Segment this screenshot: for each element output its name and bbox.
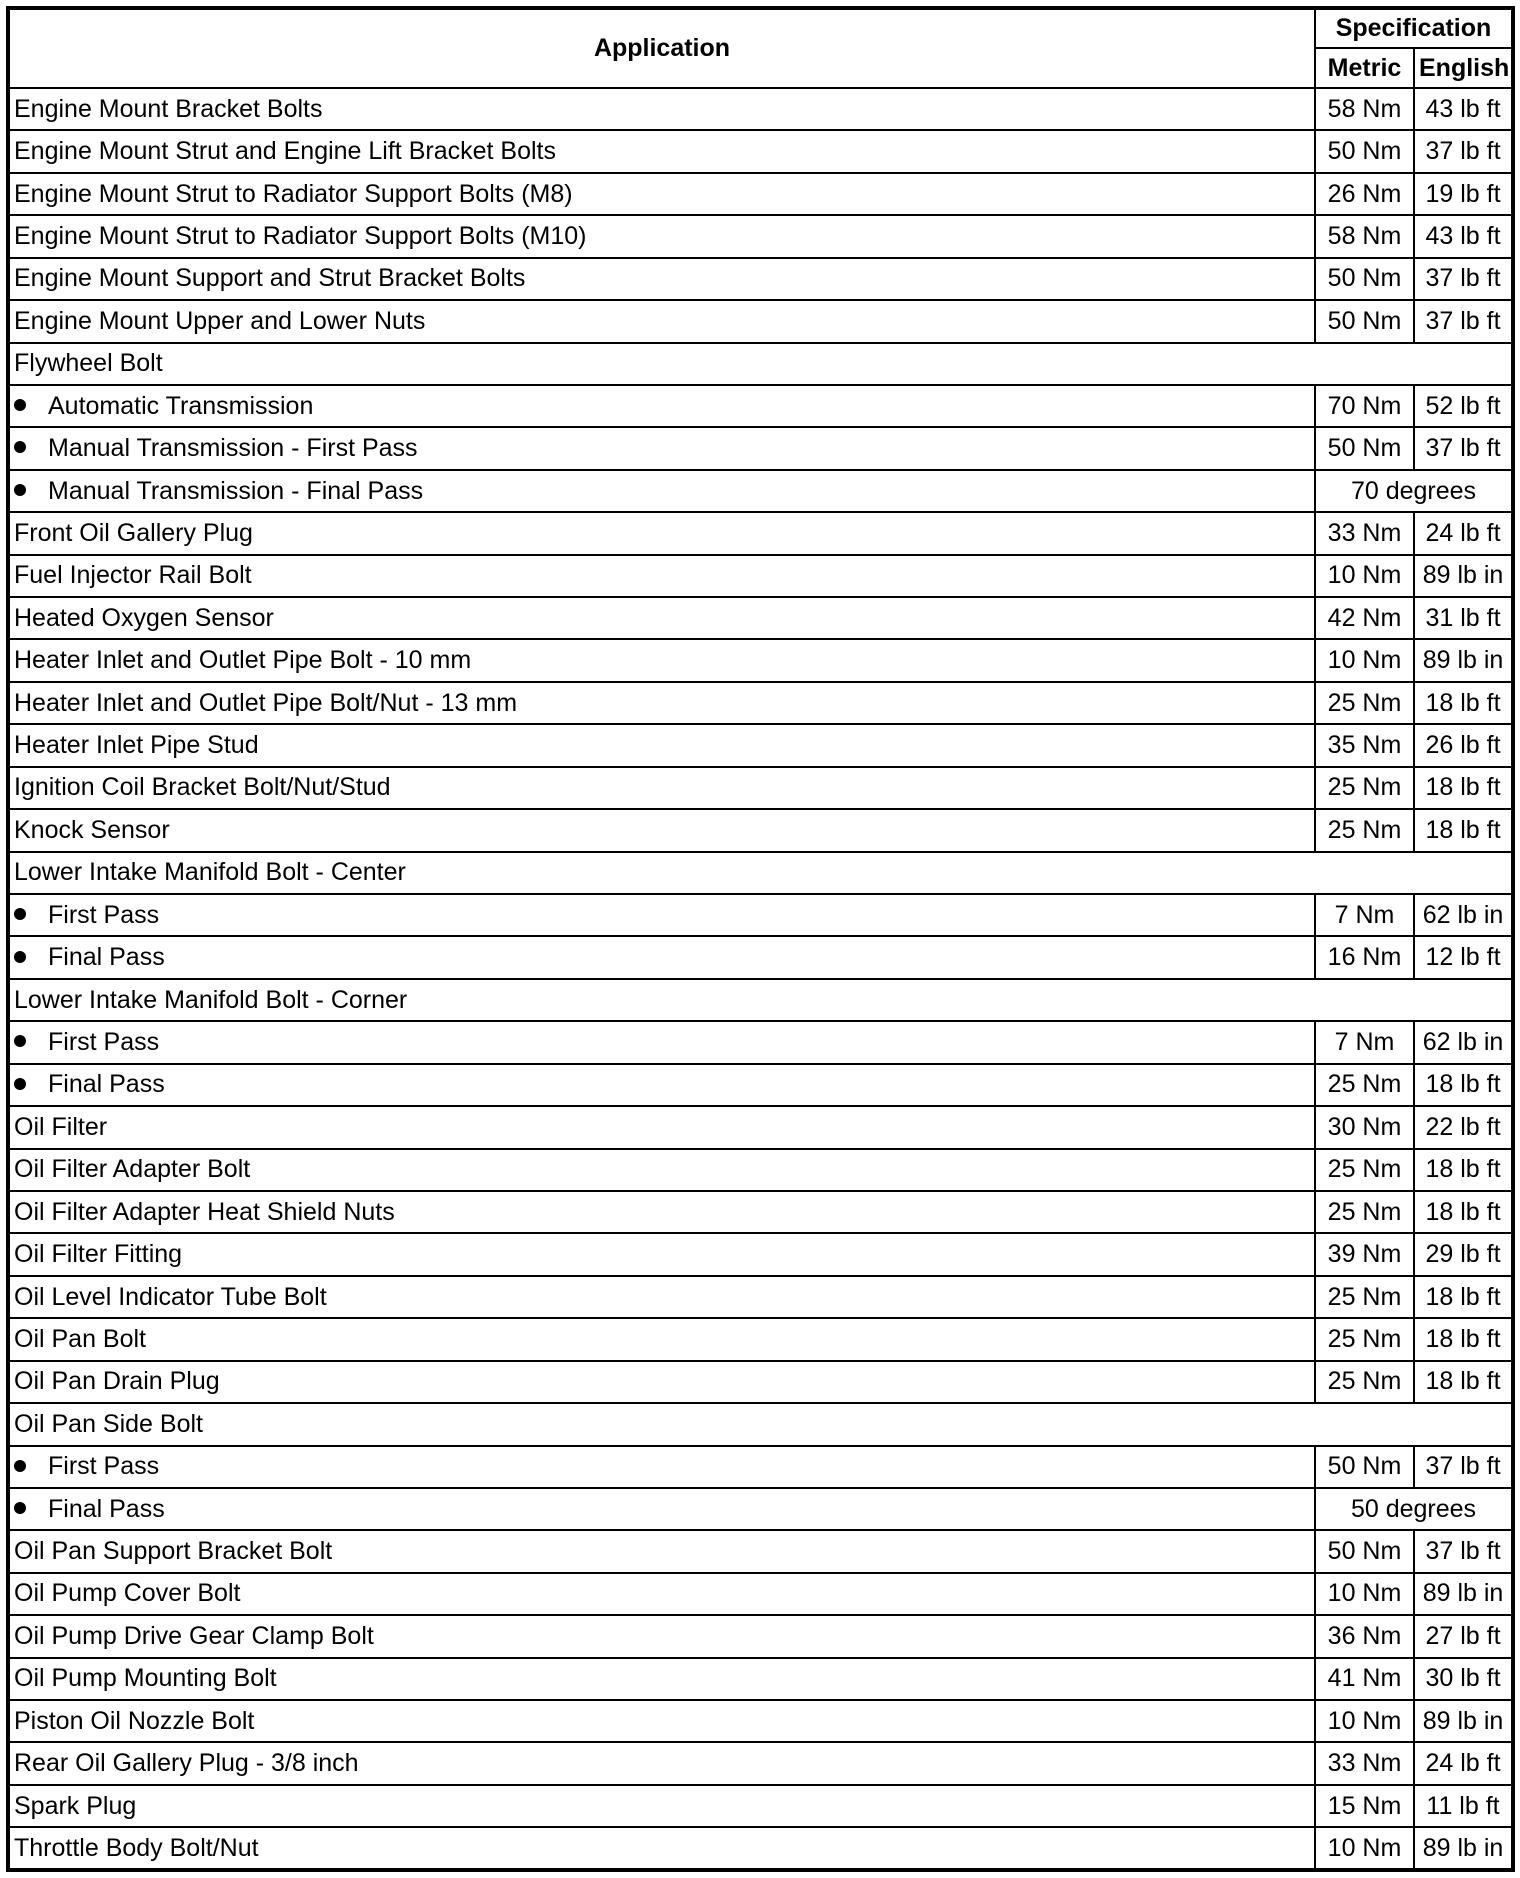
metric-value: 70 Nm	[1315, 385, 1414, 427]
table-row	[8, 767, 1513, 809]
table-row	[8, 1276, 1513, 1318]
metric-header: Metric	[1315, 48, 1414, 88]
table-row	[8, 1700, 1513, 1742]
combined-spec-value: 70 degrees	[1315, 470, 1513, 512]
combined-spec-value: 50 degrees	[1315, 1488, 1513, 1530]
sub-item-label: Final Pass	[48, 1494, 165, 1523]
metric-value: 50 Nm	[1315, 258, 1414, 300]
english-value: 26 lb ft	[1414, 724, 1513, 766]
table-row	[8, 1615, 1513, 1657]
table-row	[8, 1742, 1513, 1784]
english-value: 89 lb in	[1414, 1827, 1513, 1870]
table-row	[8, 1106, 1513, 1148]
table-row	[8, 1530, 1513, 1572]
table-row	[8, 1827, 1513, 1870]
english-header: English	[1414, 48, 1513, 88]
application-label: Oil Filter Adapter Bolt	[8, 1149, 1315, 1191]
bullet-icon	[14, 951, 26, 963]
table-row	[8, 1361, 1513, 1403]
table-row	[8, 1191, 1513, 1233]
sub-item-label: First Pass	[48, 900, 160, 929]
sub-item-cell	[8, 1021, 1315, 1063]
table-row	[8, 597, 1513, 639]
english-value: 29 lb ft	[1414, 1233, 1513, 1275]
english-value: 12 lb ft	[1414, 936, 1513, 978]
table-row	[8, 258, 1513, 300]
sub-item-label: First Pass	[48, 1452, 160, 1481]
table-row	[8, 1149, 1513, 1191]
table-row	[8, 639, 1513, 681]
bullet-icon	[14, 1078, 26, 1090]
bullet-icon	[14, 484, 26, 496]
application-label: Engine Mount Support and Strut Bracket Bolts	[8, 258, 1315, 300]
english-value: 18 lb ft	[1414, 1149, 1513, 1191]
english-value: 89 lb in	[1414, 639, 1513, 681]
application-label: Oil Pan Bolt	[8, 1318, 1315, 1360]
application-label: Heater Inlet and Outlet Pipe Bolt/Nut - 13 mm	[8, 682, 1315, 724]
english-value: 89 lb in	[1414, 555, 1513, 597]
metric-value: 10 Nm	[1315, 1700, 1414, 1742]
metric-value: 25 Nm	[1315, 1318, 1414, 1360]
table-row	[8, 852, 1513, 894]
english-value: 89 lb in	[1414, 1700, 1513, 1742]
english-value: 37 lb ft	[1414, 130, 1513, 172]
application-label: Engine Mount Strut to Radiator Support Bolts (M10)	[8, 215, 1315, 257]
metric-value: 26 Nm	[1315, 173, 1414, 215]
application-label: Engine Mount Strut and Engine Lift Bracket Bolts	[8, 130, 1315, 172]
table-row	[8, 1658, 1513, 1700]
application-label: Spark Plug	[8, 1785, 1315, 1827]
metric-value: 33 Nm	[1315, 512, 1414, 554]
table-row	[8, 130, 1513, 172]
sub-item-cell	[8, 1446, 1315, 1488]
metric-value: 58 Nm	[1315, 215, 1414, 257]
application-label: Engine Mount Upper and Lower Nuts	[8, 300, 1315, 342]
metric-value: 10 Nm	[1315, 1827, 1414, 1870]
sub-item-cell	[8, 894, 1315, 936]
group-label: Lower Intake Manifold Bolt - Corner	[8, 979, 1513, 1021]
application-label: Engine Mount Strut to Radiator Support Bolts (M8)	[8, 173, 1315, 215]
metric-value: 50 Nm	[1315, 1530, 1414, 1572]
table-row	[8, 682, 1513, 724]
table-row	[8, 1064, 1513, 1106]
table-row	[8, 1318, 1513, 1360]
group-label: Oil Pan Side Bolt	[8, 1403, 1513, 1445]
application-label: Oil Pan Drain Plug	[8, 1361, 1315, 1403]
application-label: Oil Pump Mounting Bolt	[8, 1658, 1315, 1700]
torque-spec-table	[6, 6, 1515, 1872]
english-value: 11 lb ft	[1414, 1785, 1513, 1827]
metric-value: 25 Nm	[1315, 1064, 1414, 1106]
metric-value: 42 Nm	[1315, 597, 1414, 639]
english-value: 62 lb in	[1414, 1021, 1513, 1063]
table-row	[8, 809, 1513, 851]
english-value: 19 lb ft	[1414, 173, 1513, 215]
english-value: 43 lb ft	[1414, 215, 1513, 257]
english-value: 43 lb ft	[1414, 88, 1513, 130]
application-label: Oil Filter Adapter Heat Shield Nuts	[8, 1191, 1315, 1233]
sub-item-cell	[8, 385, 1315, 427]
application-label: Oil Pump Drive Gear Clamp Bolt	[8, 1615, 1315, 1657]
metric-value: 25 Nm	[1315, 1191, 1414, 1233]
application-label: Heater Inlet Pipe Stud	[8, 724, 1315, 766]
english-value: 37 lb ft	[1414, 300, 1513, 342]
application-header: Application	[8, 8, 1315, 88]
english-value: 30 lb ft	[1414, 1658, 1513, 1700]
application-label: Engine Mount Bracket Bolts	[8, 88, 1315, 130]
group-label: Lower Intake Manifold Bolt - Center	[8, 852, 1513, 894]
english-value: 18 lb ft	[1414, 1361, 1513, 1403]
table-row	[8, 215, 1513, 257]
metric-value: 50 Nm	[1315, 130, 1414, 172]
english-value: 18 lb ft	[1414, 1064, 1513, 1106]
sub-item-label: Manual Transmission - First Pass	[48, 434, 418, 463]
metric-value: 41 Nm	[1315, 1658, 1414, 1700]
table-row	[8, 1573, 1513, 1615]
english-value: 52 lb ft	[1414, 385, 1513, 427]
sub-item-cell	[8, 1064, 1315, 1106]
metric-value: 25 Nm	[1315, 1149, 1414, 1191]
application-label: Oil Pump Cover Bolt	[8, 1573, 1315, 1615]
metric-value: 25 Nm	[1315, 1276, 1414, 1318]
metric-value: 25 Nm	[1315, 767, 1414, 809]
sub-item-cell	[8, 427, 1315, 469]
metric-value: 16 Nm	[1315, 936, 1414, 978]
sub-item-cell	[8, 936, 1315, 978]
application-label: Ignition Coil Bracket Bolt/Nut/Stud	[8, 767, 1315, 809]
table-row	[8, 1488, 1513, 1530]
metric-value: 10 Nm	[1315, 639, 1414, 681]
table-row	[8, 894, 1513, 936]
table-row	[8, 1403, 1513, 1445]
english-value: 89 lb in	[1414, 1573, 1513, 1615]
table-row	[8, 1233, 1513, 1275]
bullet-icon	[14, 399, 26, 411]
bullet-icon	[14, 441, 26, 453]
sub-item-cell	[8, 470, 1315, 512]
metric-value: 50 Nm	[1315, 300, 1414, 342]
metric-value: 33 Nm	[1315, 1742, 1414, 1784]
metric-value: 10 Nm	[1315, 1573, 1414, 1615]
english-value: 31 lb ft	[1414, 597, 1513, 639]
bullet-icon	[14, 908, 26, 920]
application-label: Front Oil Gallery Plug	[8, 512, 1315, 554]
metric-value: 30 Nm	[1315, 1106, 1414, 1148]
metric-value: 58 Nm	[1315, 88, 1414, 130]
metric-value: 7 Nm	[1315, 894, 1414, 936]
metric-value: 36 Nm	[1315, 1615, 1414, 1657]
table-row	[8, 470, 1513, 512]
application-label: Oil Pan Support Bracket Bolt	[8, 1530, 1315, 1572]
bullet-icon	[14, 1502, 26, 1514]
table-row	[8, 936, 1513, 978]
specification-header: Specification	[1315, 8, 1513, 48]
metric-value: 10 Nm	[1315, 555, 1414, 597]
english-value: 37 lb ft	[1414, 258, 1513, 300]
sub-item-label: First Pass	[48, 1027, 160, 1056]
english-value: 37 lb ft	[1414, 1446, 1513, 1488]
application-label: Oil Level Indicator Tube Bolt	[8, 1276, 1315, 1318]
metric-value: 25 Nm	[1315, 1361, 1414, 1403]
bullet-icon	[14, 1035, 26, 1047]
english-value: 62 lb in	[1414, 894, 1513, 936]
application-label: Throttle Body Bolt/Nut	[8, 1827, 1315, 1870]
english-value: 18 lb ft	[1414, 767, 1513, 809]
table-row	[8, 1785, 1513, 1827]
metric-value: 50 Nm	[1315, 427, 1414, 469]
sub-item-cell	[8, 1488, 1315, 1530]
table-row	[8, 173, 1513, 215]
english-value: 22 lb ft	[1414, 1106, 1513, 1148]
table-row	[8, 88, 1513, 130]
application-label: Oil Filter	[8, 1106, 1315, 1148]
english-value: 18 lb ft	[1414, 682, 1513, 724]
metric-value: 15 Nm	[1315, 1785, 1414, 1827]
metric-value: 35 Nm	[1315, 724, 1414, 766]
table-row	[8, 300, 1513, 342]
english-value: 24 lb ft	[1414, 1742, 1513, 1784]
table-row	[8, 385, 1513, 427]
sub-item-label: Final Pass	[48, 1070, 165, 1099]
application-label: Knock Sensor	[8, 809, 1315, 851]
english-value: 18 lb ft	[1414, 1276, 1513, 1318]
application-label: Heater Inlet and Outlet Pipe Bolt - 10 mm	[8, 639, 1315, 681]
metric-value: 25 Nm	[1315, 682, 1414, 724]
header-row-1	[8, 8, 1513, 48]
english-value: 18 lb ft	[1414, 809, 1513, 851]
table-body	[8, 88, 1513, 1870]
application-label: Rear Oil Gallery Plug - 3/8 inch	[8, 1742, 1315, 1784]
metric-value: 25 Nm	[1315, 809, 1414, 851]
english-value: 27 lb ft	[1414, 1615, 1513, 1657]
application-label: Piston Oil Nozzle Bolt	[8, 1700, 1315, 1742]
english-value: 24 lb ft	[1414, 512, 1513, 554]
sub-item-label: Final Pass	[48, 943, 165, 972]
table-row	[8, 343, 1513, 385]
table-row	[8, 1021, 1513, 1063]
metric-value: 7 Nm	[1315, 1021, 1414, 1063]
metric-value: 39 Nm	[1315, 1233, 1414, 1275]
group-label: Flywheel Bolt	[8, 343, 1513, 385]
metric-value: 50 Nm	[1315, 1446, 1414, 1488]
table-row	[8, 979, 1513, 1021]
table-header	[8, 8, 1513, 88]
table-row	[8, 1446, 1513, 1488]
table-row	[8, 724, 1513, 766]
english-value: 37 lb ft	[1414, 1530, 1513, 1572]
table-row	[8, 555, 1513, 597]
table-row	[8, 427, 1513, 469]
english-value: 18 lb ft	[1414, 1318, 1513, 1360]
english-value: 37 lb ft	[1414, 427, 1513, 469]
table-row	[8, 512, 1513, 554]
english-value: 18 lb ft	[1414, 1191, 1513, 1233]
application-label: Fuel Injector Rail Bolt	[8, 555, 1315, 597]
bullet-icon	[14, 1460, 26, 1472]
application-label: Heated Oxygen Sensor	[8, 597, 1315, 639]
sub-item-label: Automatic Transmission	[48, 391, 314, 420]
sub-item-label: Manual Transmission - Final Pass	[48, 476, 424, 505]
application-label: Oil Filter Fitting	[8, 1233, 1315, 1275]
